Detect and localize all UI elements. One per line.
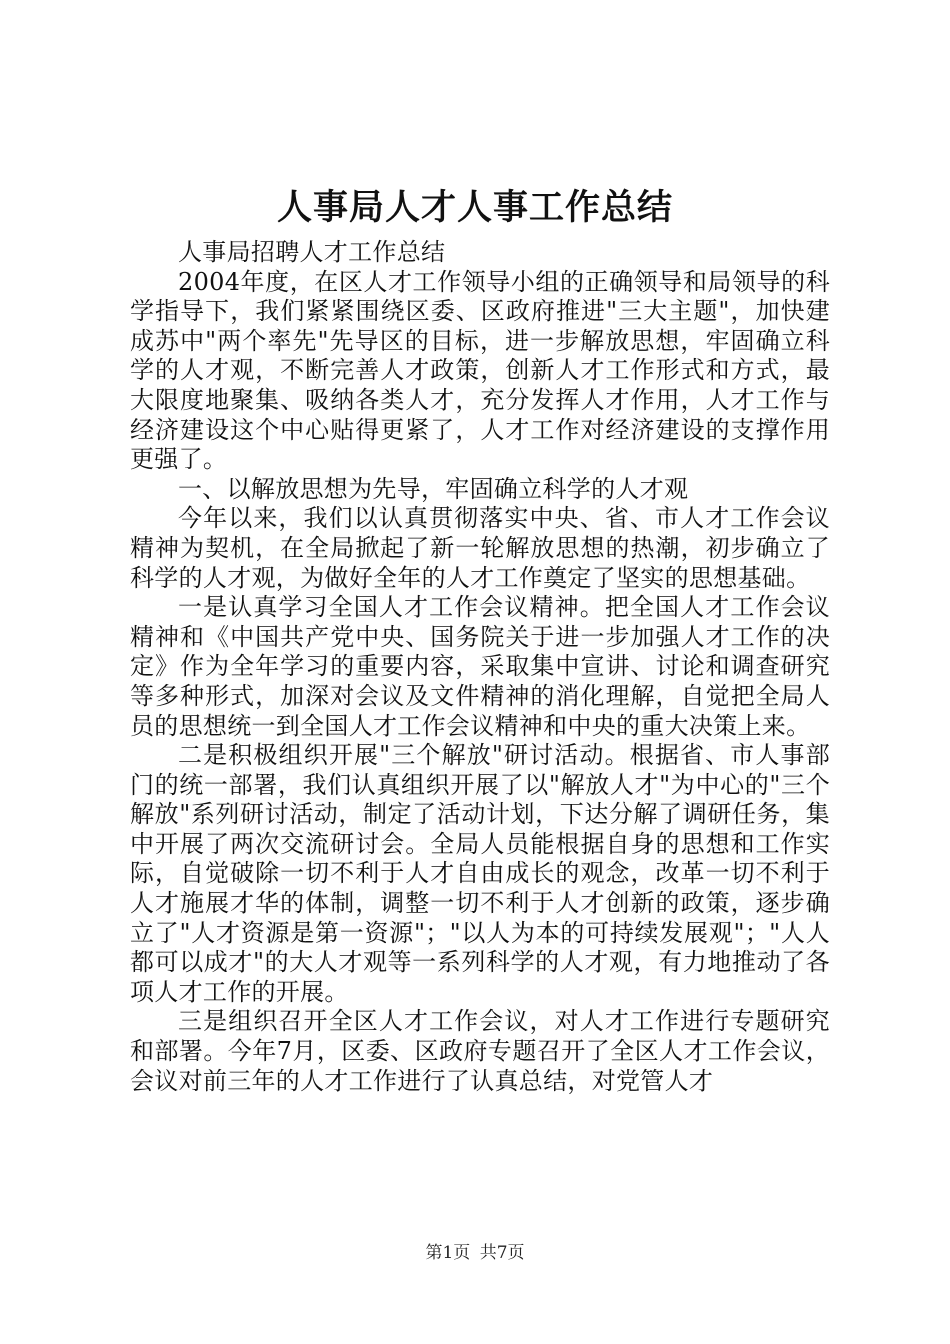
- body-paragraph: 一是认真学习全国人才工作会议精神。把全国人才工作会议精神和《中国共产党中央、国务院关于进一步加强人才工作的决定》作为全年学习的重要内容，采取集中宣讲、讨论和调查研究等多种形式，加深对会议及文件精神的消化理解，自觉把全局人员的思想统一到全国人才工作会议精神和中央的重大决策上来。: [130, 593, 830, 740]
- document-title: 人事局人才人事工作总结: [276, 187, 673, 228]
- page-footer: [0, 1241, 950, 1265]
- body-paragraph: 二是积极组织开展"三个解放"研讨活动。根据省、市人事部门的统一部署，我们认真组织开展了以"解放人才"为中心的"三个解放"系列研讨活动，制定了活动计划，下达分解了调研任务，集中开展了两次交流研讨会。全局人员能根据自身的思想和工作实际，自觉破除一切不利于人才自由成长的观念，改革一切不利于人才施展才华的体制，调整一切不利于人才创新的政策，逐步确立了"人才资源是第一资源"；"以人为本的可持续发展观"；"人人都可以成才"的大人才观等一系列科学的人才观，有力地推动了各项人才工作的开展。: [130, 741, 830, 1006]
- page-number: 第1页: [425, 1243, 471, 1263]
- body-paragraph: 三是组织召开全区人才工作会议，对人才工作进行专题研究和部署。今年7月，区委、区政府专题召开了全区人才工作会议，会议对前三年的人才工作进行了认真总结，对党管人才: [130, 1007, 830, 1095]
- intro-paragraph: 2004年度，在区人才工作领导小组的正确领导和局领导的科学指导下，我们紧紧围绕区委、区政府推进"三大主题"，加快建成苏中"两个率先"先导区的目标，进一步解放思想，牢固确立科学的人才观，不断完善人才政策，创新人才工作形式和方式，最大限度地聚集、吸纳各类人才，充分发挥人才作用，人才工作与经济建设这个中心贴得更紧了，人才工作对经济建设的支撑作用更强了。: [130, 267, 830, 474]
- document-body: [130, 238, 830, 1096]
- page-total: 共7页: [479, 1243, 525, 1263]
- subtitle-paragraph: 人事局招聘人才工作总结: [178, 238, 446, 266]
- section-heading-1: 一、以解放思想为先导，牢固确立科学的人才观: [178, 474, 689, 503]
- body-paragraph: 今年以来，我们以认真贯彻落实中央、省、市人才工作会议精神为契机，在全局掀起了新一轮解放思想的热潮，初步确立了科学的人才观，为做好全年的人才工作奠定了坚实的思想基础。: [130, 504, 830, 592]
